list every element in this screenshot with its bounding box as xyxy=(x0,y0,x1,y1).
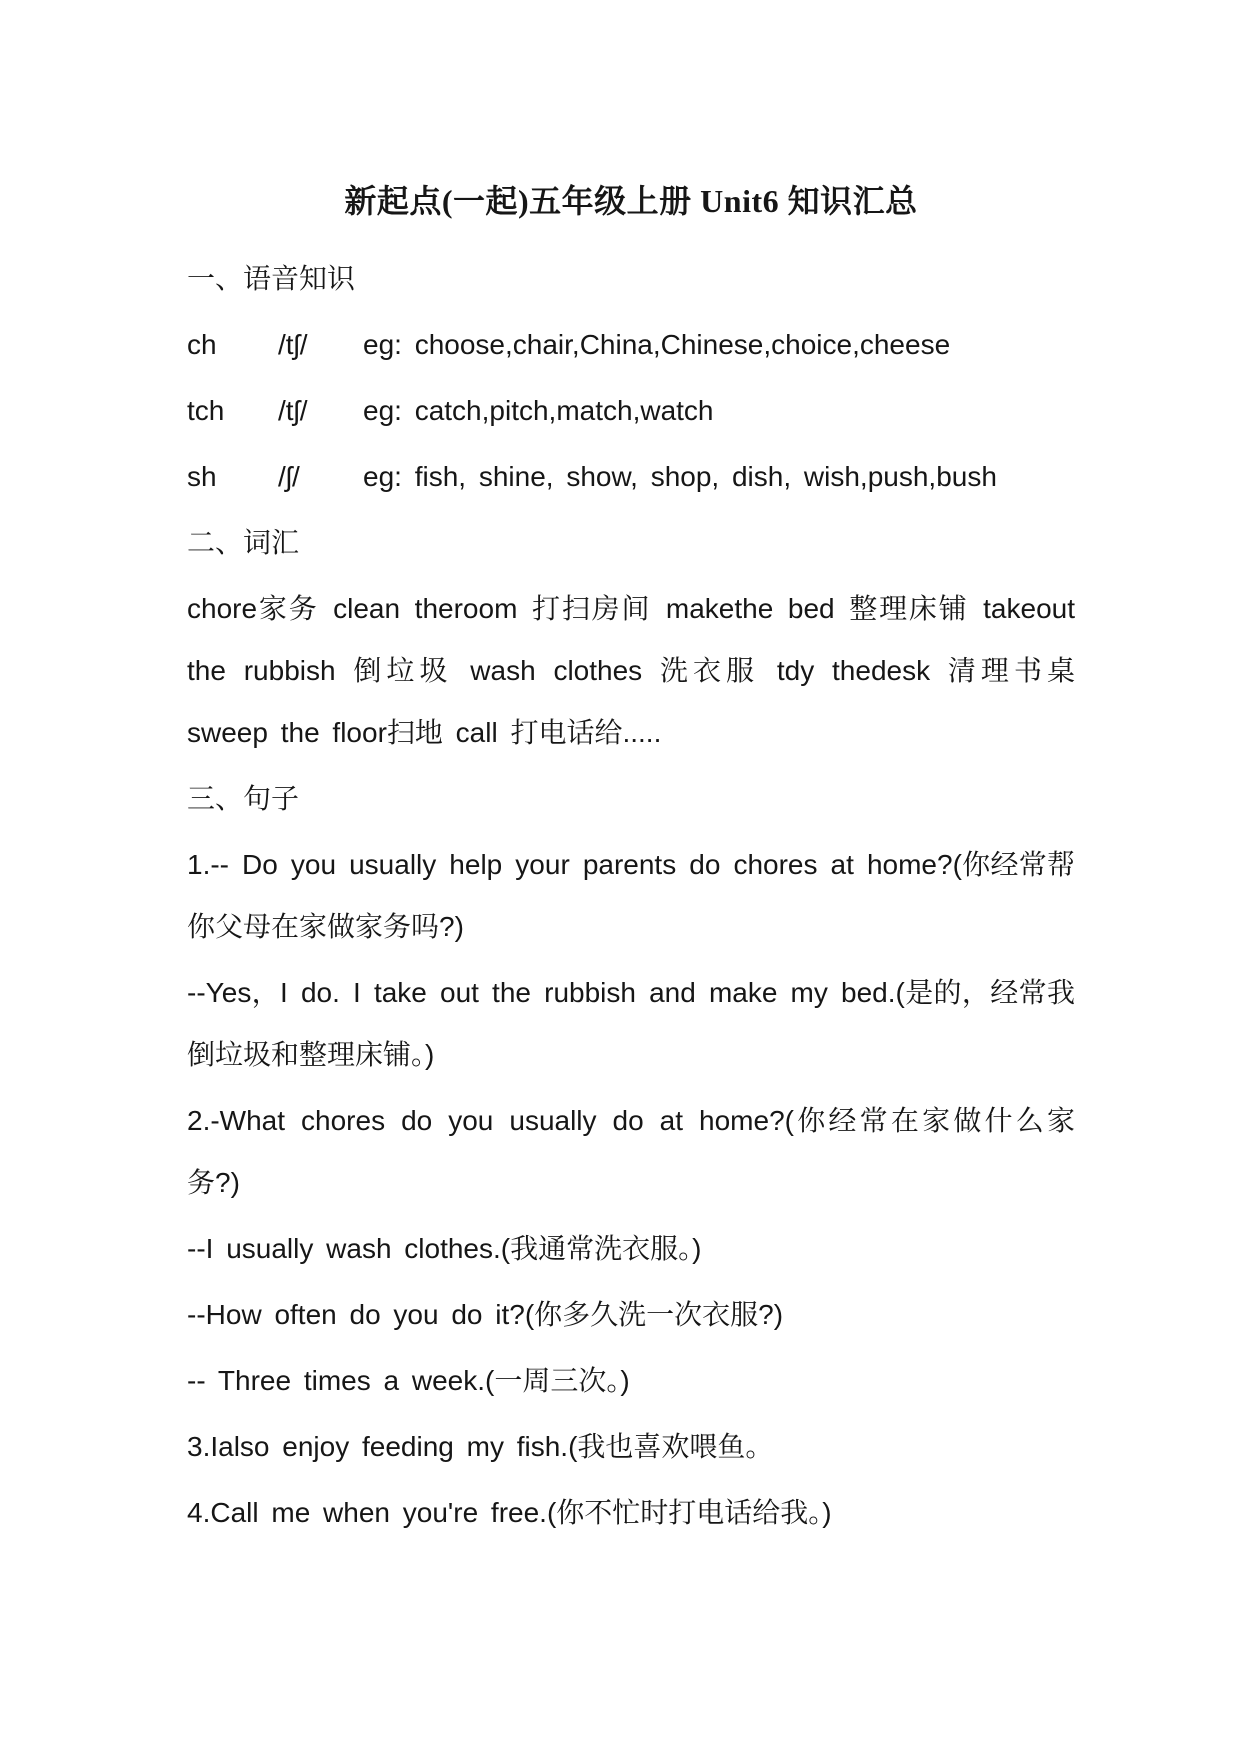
sentence-paragraph-2-answer: --I usually wash clothes.(我通常洗衣服。) xyxy=(187,1233,702,1264)
sentence-paragraph-1: 1.-- Do you usually help your parents do chores at home?(你经常帮你父母在家做家务吗?) xyxy=(187,849,1075,942)
phonetics-symbol: /tʃ/ xyxy=(278,329,308,360)
sentence-paragraph-3: 3.Ialso enjoy feeding my fish.(我也喜欢喂鱼。 xyxy=(187,1431,774,1462)
phonetics-row-sh xyxy=(187,446,1075,508)
sentence-paragraph-2-followup-answer: -- Three times a week.(一周三次。) xyxy=(187,1365,630,1396)
phonetics-symbol: /tʃ/ xyxy=(278,395,308,426)
sentence-paragraph-4: 4.Call me when you're free.(你不忙时打电话给我。) xyxy=(187,1497,832,1528)
vocabulary-paragraph: chore家务 clean theroom 打扫房间 makethe bed 整理床铺 takeout the rubbish 倒垃圾 wash clothes 洗衣服 tdy thedesk 清理书桌 sweep the floor扫地 call 打电话给..... xyxy=(187,593,1075,748)
phonetics-examples: eg: choose,chair,China,Chinese,choice,cheese xyxy=(363,329,951,360)
section-heading-phonetics: 一、语音知识 xyxy=(187,263,356,294)
phonetics-letters: ch xyxy=(187,329,217,360)
phonetics-row-ch xyxy=(187,314,1075,376)
phonetics-letters: sh xyxy=(187,461,217,492)
phonetics-examples: eg: catch,pitch,match,watch xyxy=(363,395,714,426)
section-heading-sentences: 三、句子 xyxy=(187,783,300,814)
phonetics-letters: tch xyxy=(187,395,225,426)
section-heading-vocabulary: 二、词汇 xyxy=(187,527,300,558)
phonetics-examples: eg: fish, shine, show, shop, dish, wish,push,bush xyxy=(363,461,997,492)
document-title: 新起点(一起)五年级上册 Unit6 知识汇总 xyxy=(344,183,918,219)
sentence-paragraph-2-followup: --How often do you do it?(你多久洗一次衣服?) xyxy=(187,1299,784,1330)
sentence-paragraph-2: 2.-What chores do you usually do at home?(你经常在家做什么家务?) xyxy=(187,1105,1075,1198)
phonetics-symbol: /ʃ/ xyxy=(278,461,300,492)
sentence-paragraph-1-answer: --Yes，I do. I take out the rubbish and make my bed.(是的，经常我倒垃圾和整理床铺。) xyxy=(187,977,1075,1070)
phonetics-row-tch xyxy=(187,380,1075,442)
